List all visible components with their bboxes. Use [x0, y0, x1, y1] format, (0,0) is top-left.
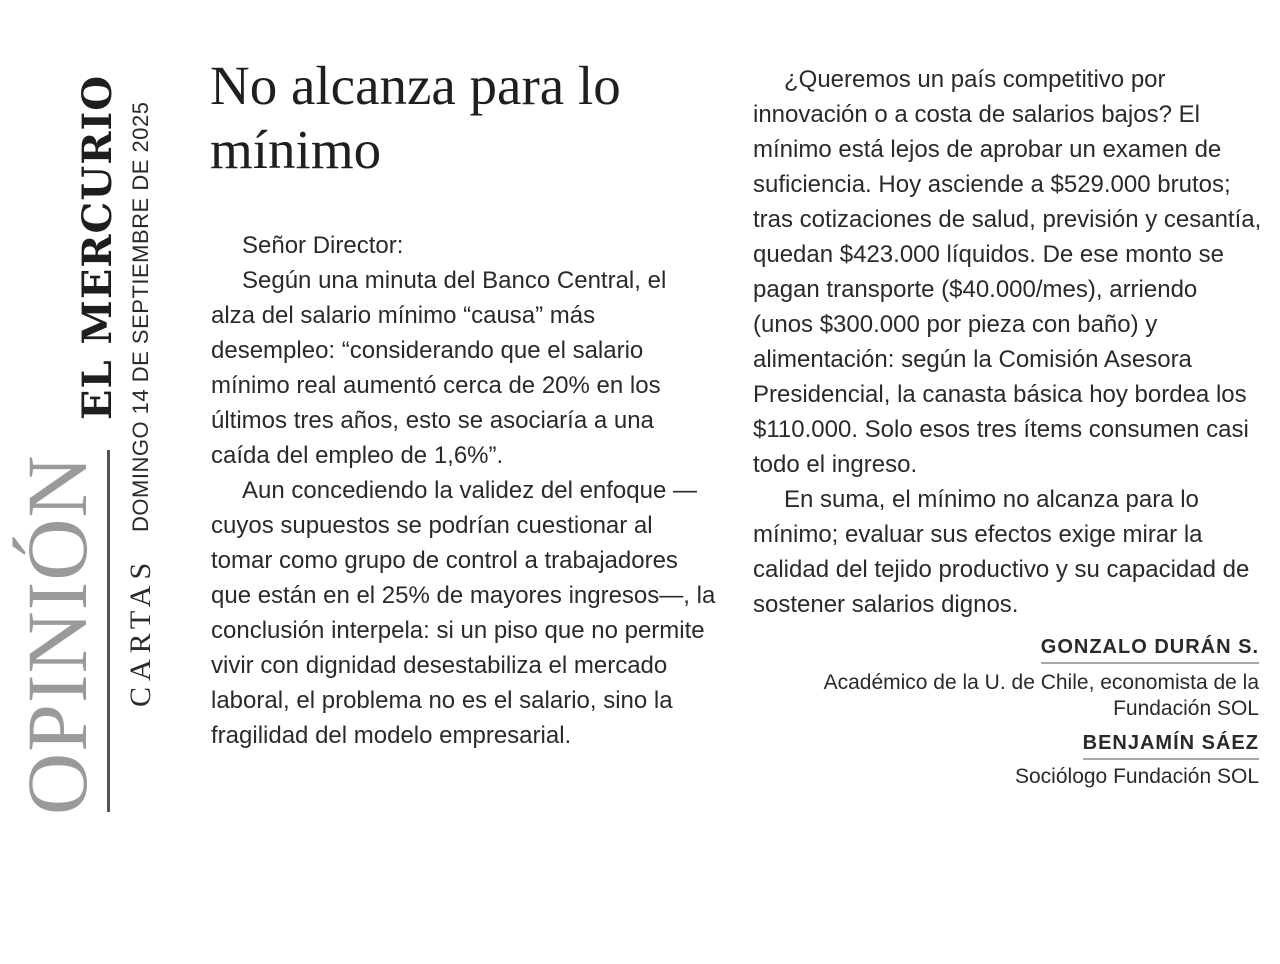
signature-2-name: BENJAMÍN SÁEZ [1083, 730, 1259, 760]
paragraph-3: ¿Queremos un país competitivo por innovación o a costa de salarios bajos? El mínimo está lejos de aprobar un examen de suficiencia. Hoy asciende a $529.000 brutos; tras cotizaciones de salud, previsión y cesantía, quedan $423.000 líquidos. De ese monto se pagan transporte ($40.000/mes), arriendo (unos $300.000 por pieza con baño) y alimentación: según la Comisión Asesora Presidencial, la canasta básica hoy bordea los $110.000. Solo esos tres ítems consumen casi todo el ingreso. [753, 66, 1262, 478]
column-label: CARTAS [124, 556, 157, 707]
letter-column-left [211, 228, 716, 753]
letter-column-right [753, 62, 1263, 622]
signature-1-title: Académico de la U. de Chile, economista de la Fundación SOL [823, 671, 1259, 720]
paragraph-4: En suma, el mínimo no alcanza para lo mínimo; evaluar sus efectos exige mirar la calidad del tejido productivo y su capacidad de sostener salarios dignos. [753, 486, 1250, 618]
divider-rule [107, 450, 110, 812]
paragraph-1: Según una minuta del Banco Central, el alza del salario mínimo “causa” más desempleo: “considerando que el salario mínimo real aumentó cerca de 20% en los últimos tres años, esto se asociaría a una caída del empleo de 1,6%”. [211, 267, 667, 469]
publication-date: DOMINGO 14 DE SEPTIEMBRE DE 2025 [128, 101, 153, 532]
signature-1-name: GONZALO DURÁN S. [1041, 634, 1259, 664]
headline: No alcanza para lo mínimo [210, 55, 621, 180]
salutation: Señor Director: [242, 232, 404, 259]
signature-2-title: Sociólogo Fundación SOL [1015, 765, 1259, 788]
paragraph-2: Aun concediendo la validez del enfoque —cuyos supuestos se podrían cuestionar al tomar como grupo de control a trabajadores que están en el 25% de mayores ingresos—, la conclusión interpela: si un piso que no permite vivir con dignidad desestabiliza el mercado laboral, el problema no es el salario, sino la fragilidad del modelo empresarial. [211, 477, 716, 749]
newspaper-name: EL MERCURIO [74, 74, 121, 420]
section-label: OPINIÓN [9, 454, 105, 815]
